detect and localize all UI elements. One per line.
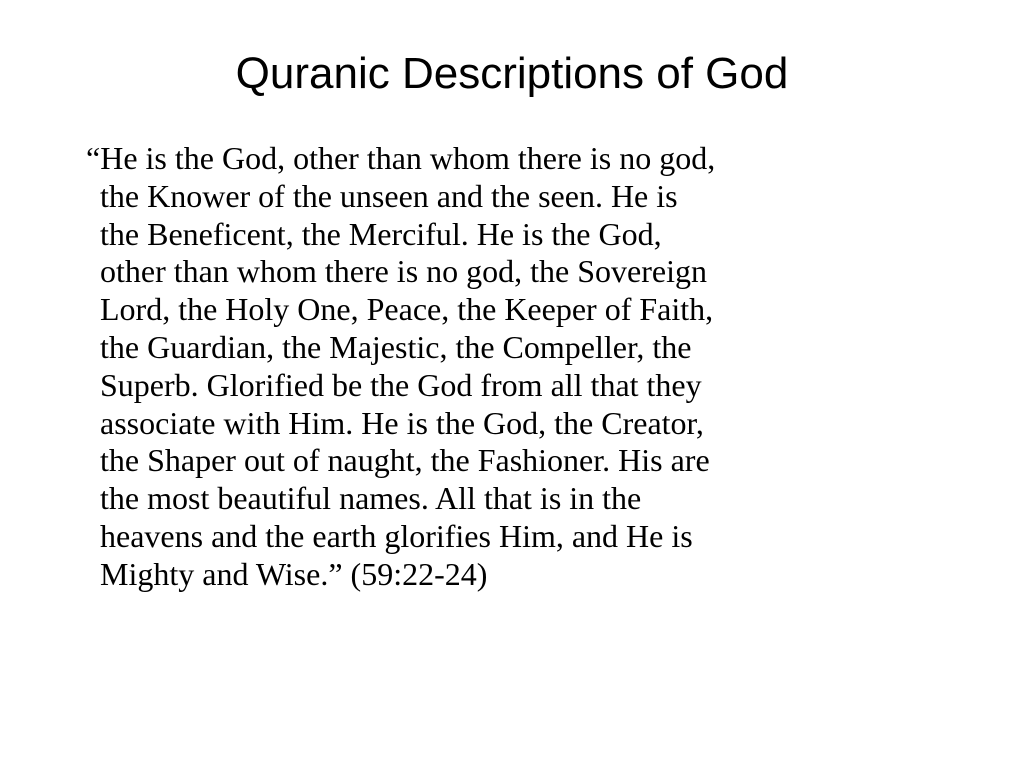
quote-line: the Beneficent, the Merciful. He is the God, <box>100 215 662 252</box>
quote-line: Lord, the Holy One, Peace, the Keeper of Faith, <box>100 291 714 328</box>
quote-line: the Shaper out of naught, the Fashioner. His are <box>100 442 710 479</box>
quote-body <box>86 140 980 594</box>
quote-line: the Guardian, the Majestic, the Compeller, the <box>100 328 692 365</box>
quote-line: “He is the God, other than whom there is no god, <box>86 140 716 176</box>
quote-line: other than whom there is no god, the Sovereign <box>100 253 707 290</box>
quote-line: heavens and the earth glorifies Him, and He is <box>100 517 693 554</box>
quote-line: Mighty and Wise.” (59:22-24) <box>100 555 488 592</box>
quote-line: associate with Him. He is the God, the Creator, <box>100 404 704 441</box>
slide-title: Quranic Descriptions of God <box>235 49 789 98</box>
quote-line: the most beautiful names. All that is in the <box>100 480 642 517</box>
quote-line: the Knower of the unseen and the seen. He is <box>100 177 678 214</box>
quote-line: Superb. Glorified be the God from all that they <box>100 366 702 403</box>
